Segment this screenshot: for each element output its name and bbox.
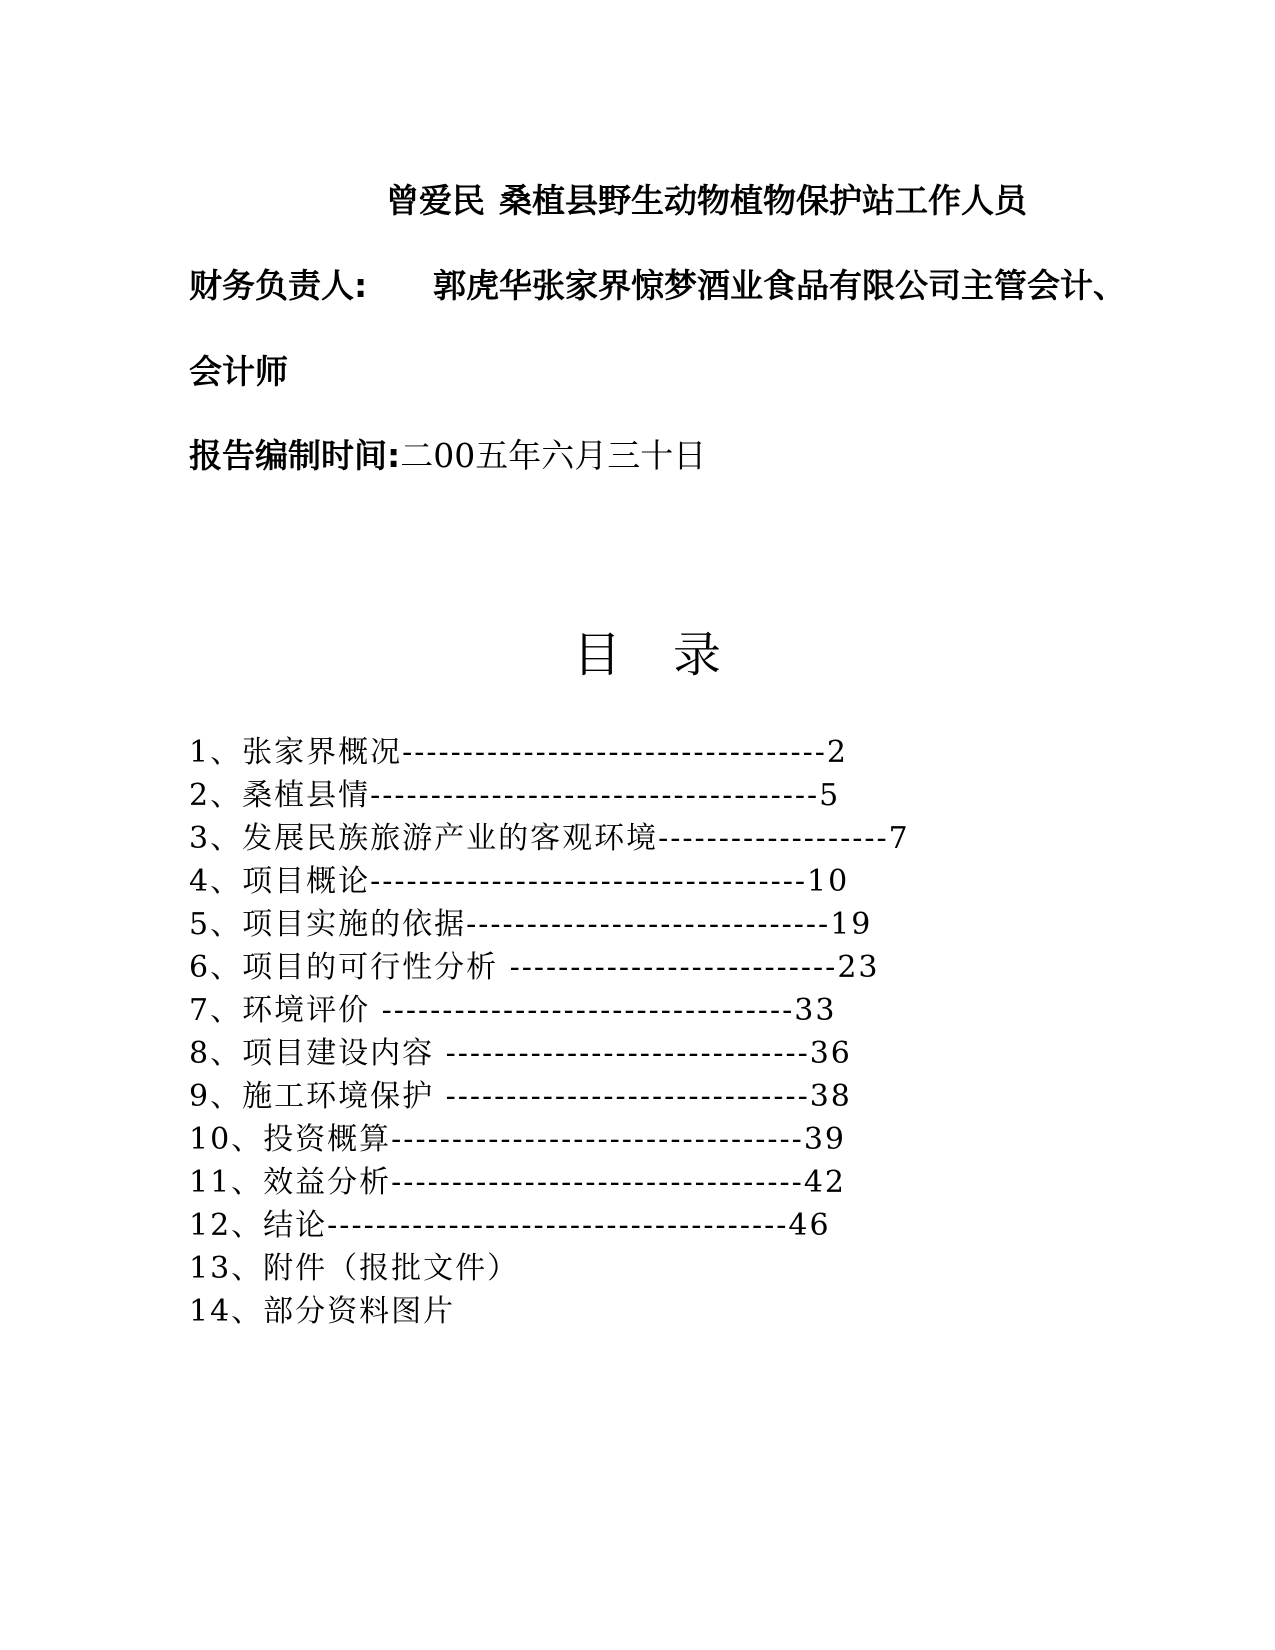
finance-line (189, 266, 1126, 306)
finance-label: 财务负责人: (189, 266, 368, 305)
toc-item: 11、效益分析----------------------------------42 (189, 1165, 846, 1200)
toc-item: 1、张家界概况-----------------------------------2 (189, 735, 848, 770)
toc-item: 9、施工环境保护 ------------------------------38 (189, 1079, 852, 1114)
toc-item: 7、环境评价 ----------------------------------33 (189, 993, 837, 1028)
toc-item: 4、项目概论------------------------------------10 (189, 864, 850, 899)
toc-item: 8、项目建设内容 ------------------------------36 (189, 1036, 852, 1071)
staff-name: 曾爱民 (386, 181, 485, 220)
toc-item: 5、项目实施的依据------------------------------19 (189, 907, 873, 942)
toc-item: 3、发展民族旅游产业的客观环境-------------------7 (189, 821, 910, 856)
staff-title: 桑植县野生动物植物保护站工作人员 (499, 181, 1027, 220)
date-label: 报告编制时间: (189, 436, 401, 475)
staff-line (386, 181, 1027, 221)
date-line (189, 436, 706, 476)
toc-item: 14、部分资料图片 (189, 1294, 456, 1329)
toc-item: 6、项目的可行性分析 ---------------------------23 (189, 950, 880, 985)
toc-item: 13、附件（报批文件） (189, 1251, 520, 1286)
finance-text-continued: 会计师 (189, 352, 288, 391)
toc-title: 目录 (573, 627, 774, 683)
date-value: 二00五年六月三十日 (400, 436, 707, 475)
toc-list (189, 731, 910, 1333)
toc-item: 10、投资概算----------------------------------39 (189, 1122, 846, 1157)
finance-text: 郭虎华张家界惊梦酒业食品有限公司主管会计、 (433, 266, 1126, 305)
toc-item: 2、桑植县情-------------------------------------5 (189, 778, 841, 813)
toc-item: 12、结论--------------------------------------46 (189, 1208, 831, 1243)
